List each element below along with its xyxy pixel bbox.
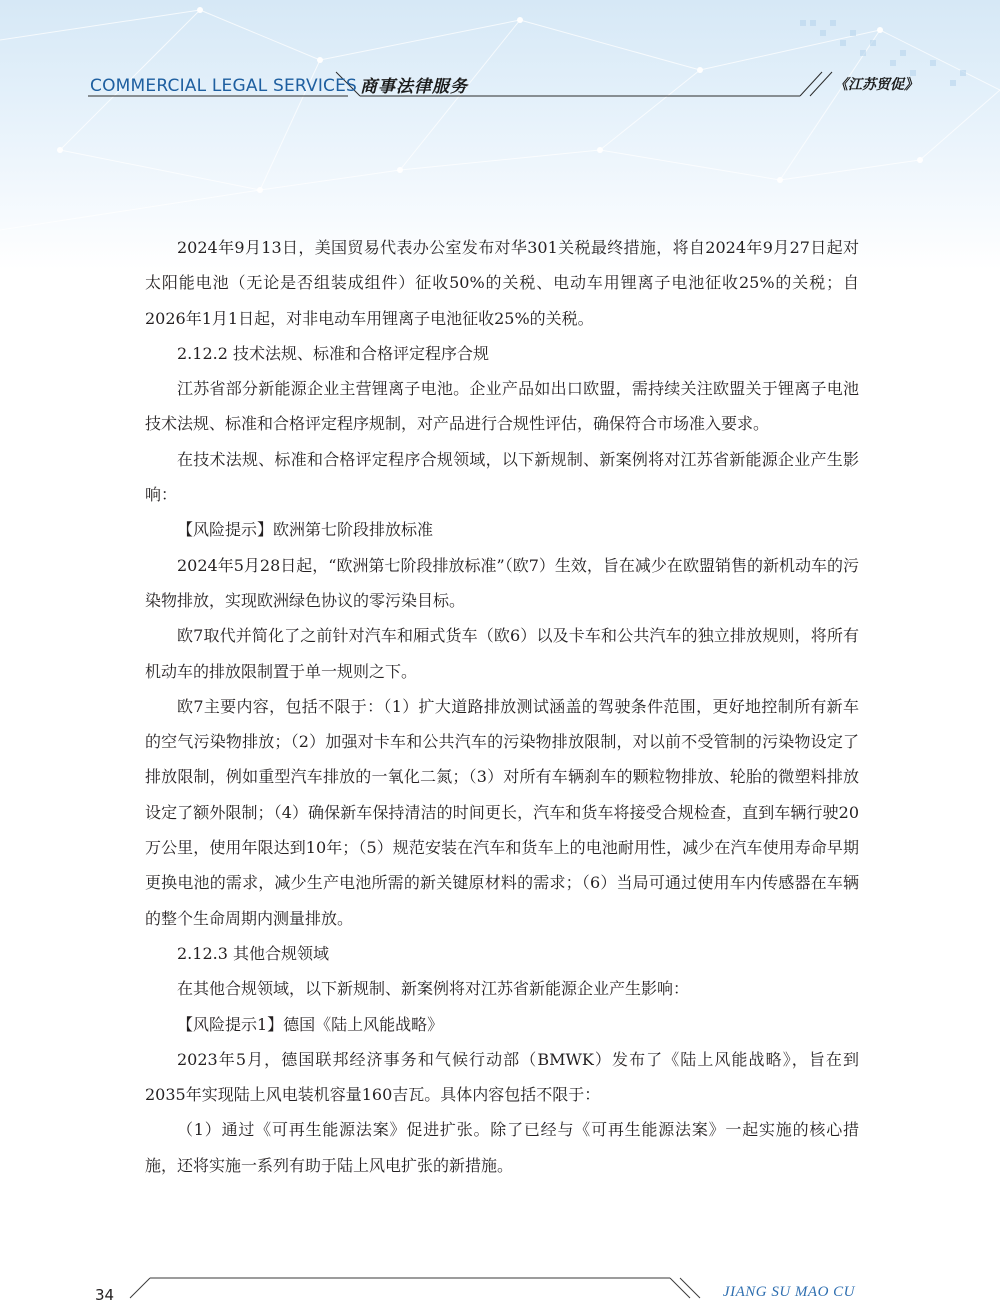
paragraph-germany-strategy: 2023年5月，德国联邦经济事务和气候行动部（BMWK）发布了《陆上风能战略》，旨在到2035年实现陆上风电装机容量160吉瓦。具体内容包括不限于： bbox=[145, 1049, 859, 1105]
section-heading-2-12-2: 2.12.2 技术法规、标准和合格评定程序合规 bbox=[177, 343, 489, 363]
paragraph-other-compliance: 在其他合规领域，以下新规制、新案例将对江苏省新能源企业产生影响： bbox=[177, 979, 690, 999]
paragraph-euro7-replaces: 欧7取代并简化了之前针对汽车和厢式货车（欧6）以及卡车和公共汽车的独立排放规则，将所有机动车的排放限制置于单一规则之下。 bbox=[145, 626, 859, 681]
paragraph-lithium-battery: 江苏省部分新能源企业主营锂离子电池。企业产品如出口欧盟，需持续关注欧盟关于锂离子电池技术法规、标准和合格评定程序规制，对产品进行合规性评估，确保符合市场准入要求。 bbox=[145, 379, 859, 434]
section-title-english: COMMERCIAL LEGAL SERVICES bbox=[90, 76, 358, 96]
section-title-chinese: 商事法律服务 bbox=[360, 77, 468, 97]
paragraph-euro7-contents: 欧7主要内容，包括不限于：（1）扩大道路排放测试涵盖的驾驶条件范围，更好地控制所有新车的空气污染物排放；（2）加强对卡车和公共汽车的污染物排放限制，对以前不受管制的污染物设定了排放限制，例如重型汽车排放的一氧化二氮；（3）对所有车辆刹车的颗粒物排放、轮胎的微塑料排放设定了额外限制；（4）确保新车保持清洁的时间更长，汽车和货车将接受合规检查，直到车辆行驶20万公里，使用年限达到10年；（5）规范安装在汽车和货车上的电池耐用性，减少在汽车使用寿命早期更换电池的需求，减少生产电池所需的新关键原材料的需求；（6）当局可通过使用车内传感器在车辆的整个生命周期内测量排放。 bbox=[145, 696, 859, 928]
paragraph-renewable-act: （1）通过《可再生能源法案》促进扩张。除了已经与《可再生能源法案》一起实施的核心措施，还将实施一系列有助于陆上风电扩张的新措施。 bbox=[145, 1120, 859, 1175]
paragraph-technical-regulations: 在技术法规、标准和合格评定程序合规领域，以下新规制、新案例将对江苏省新能源企业产生影响： bbox=[145, 449, 859, 505]
page-number: 34 bbox=[95, 1286, 115, 1304]
section-heading-2-12-3: 2.12.3 其他合规领域 bbox=[177, 943, 329, 963]
risk-alert-germany-heading: 【风险提示1】德国《陆上风能战略》 bbox=[177, 1014, 444, 1034]
article-body bbox=[145, 230, 859, 1183]
magazine-pinyin: JIANG SU MAO CU bbox=[722, 1284, 855, 1300]
paragraph-tariff: 2024年9月13日，美国贸易代表办公室发布对华301关税最终措施，将自2024年9月27日起对太阳能电池（无论是否组装成组件）征收50%的关税、电动车用锂离子电池征收25%的关税；自2026年1月1日起，对非电动车用锂离子电池征收25%的关税。 bbox=[145, 238, 859, 328]
risk-alert-euro7-heading: 【风险提示】欧洲第七阶段排放标准 bbox=[177, 520, 434, 540]
magazine-name: 《江苏贸促》 bbox=[834, 77, 918, 93]
paragraph-euro7-effective: 2024年5月28日起，“欧洲第七阶段排放标准”（欧7）生效，旨在减少在欧盟销售的新机动车的污染物排放，实现欧洲绿色协议的零污染目标。 bbox=[145, 555, 859, 610]
